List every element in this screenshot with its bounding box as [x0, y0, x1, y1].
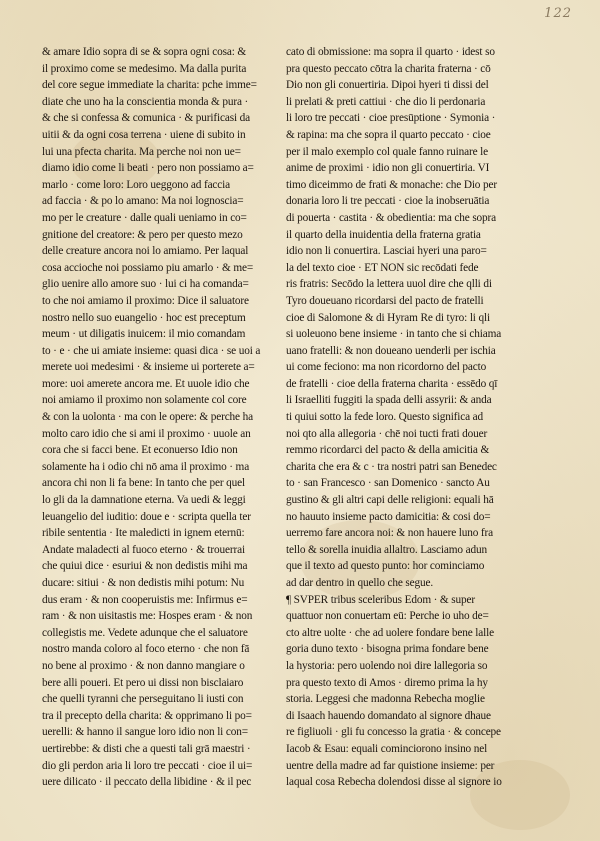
text-line: re figliuoli · gli fu concesso la gratia · & concepe: [286, 726, 501, 739]
text-line: noi amiamo il proximo non solamente col core: [42, 394, 247, 407]
text-line: que il texto ad questo punto: hor cominciamo: [286, 560, 485, 573]
folio-number: 122: [544, 6, 572, 21]
text-line: donaria loro li tre peccati · cioe la inobseruātia: [286, 195, 490, 208]
text-line: laqual cosa Rebecha dolendosi disse al signore io: [286, 776, 502, 789]
text-line: ad dar dentro in quello che segue.: [286, 577, 434, 589]
text-line: meum · ut diligatis inuicem: il mio comandam: [42, 328, 246, 341]
text-line: de fratelli · cioe della fraterna charita · essēdo qī: [286, 377, 498, 390]
text-line: storia. Leggesi che madonna Rebecha moglie: [286, 693, 485, 706]
text-line: ducare: sitiui · & non dedistis mihi potum: Nu: [42, 577, 245, 589]
text-line: il proximo come se medesimo. Ma dalla purita: [42, 62, 247, 75]
text-line: diamo idio come li beati · pero non possiamo a=: [42, 162, 254, 175]
text-line: anime de proximi · idio non gli conuertiria. VI: [286, 162, 490, 175]
text-line: marlo · come loro: Loro ueggono ad faccia: [42, 178, 231, 191]
text-line: lo gli da la damnatione eterna. Va uedi & leggi: [42, 494, 246, 507]
text-line: cioe di Salomone & di Hyram Re di tyro: li qli: [286, 311, 490, 324]
text-line: pra questo peccato cōtra la charita fraterna · cō: [286, 62, 491, 75]
text-line: il quarto della inuidentia della fraterna gratia: [286, 228, 481, 241]
text-line: di pouerta · castita · & obedientia: ma che sopra: [286, 211, 497, 224]
text-line: nostro manda coloro al foco eterno · che non fā: [42, 643, 250, 656]
text-line: la hystoria: pero uolendo noi dire lallegoria so: [286, 659, 488, 672]
text-line: Dio non gli conuertiria. Dipoi hyeri ti dissi del: [286, 79, 489, 92]
text-line: no hauuto insieme pacto damicitia: & cosi do=: [286, 510, 491, 523]
text-line: cato di obmissione: ma sopra il quarto · idest so: [286, 46, 495, 58]
text-line: charita che era & c · tra nostri patri san Benedec: [286, 460, 497, 473]
text-line: solamente ha i odio chi nō ama il proximo · ma: [42, 460, 250, 473]
text-line: uerremo fare ancora noi: & non hauere luno fra: [286, 527, 494, 540]
text-line: tello & sorella inuidia allaltro. Lasciamo adun: [286, 543, 487, 556]
text-line: ancora chi non li fa bene: In tanto che per quel: [42, 477, 245, 490]
text-line: ad faccia · & po lo amano: Ma noi lognoscia=: [42, 195, 244, 208]
text-line: per il malo exemplo col quale fanno ruinare le: [286, 145, 489, 158]
text-line: to che noi amiamo il proximo: Dice il saluatore: [42, 294, 249, 307]
text-line: idio non li conuertira. Lasciai hyeri una paro=: [286, 245, 487, 258]
text-line: merete uoi medesimi · & insieme ui porterete a=: [42, 361, 255, 374]
text-line: uere dilicato · il peccato della libidine · & il pec: [42, 776, 252, 789]
text-line: cosa accioche noi possiamo piu amarlo · & me=: [42, 261, 254, 274]
text-line: more: uoi amerete ancora me. Et uuole idio che: [42, 377, 250, 390]
text-line: glio uenire allo amore suo · lui ci ha comanda=: [42, 278, 249, 291]
text-line: uentre della madre ad far quistione insieme: per: [286, 759, 495, 772]
text-line: ris fratris: Secōdo la lettera uuol dire che qlli di: [286, 278, 492, 291]
text-line: che quiui dice · esuriui & non dedistis mihi ma: [42, 560, 248, 573]
text-line: pra questo texto di Amos · diremo prima la hy: [286, 676, 488, 689]
text-line: cto altre uolte · che ad uolere fondare bene lalle: [286, 626, 494, 639]
text-line: uitii & da ogni cosa terrena · uiene di subito in: [42, 128, 246, 141]
text-line: ¶ SVPER tribus sceleribus Edom · & super: [286, 593, 475, 606]
text-line: ui come feciono: ma non ricordorno del pacto: [286, 361, 487, 374]
text-line: che quelli tyranni che perseguitano li iusti con: [42, 693, 244, 706]
text-line: li prelati & preti cattiui · che dio li perdonaria: [286, 95, 486, 108]
text-line: diate che uno ha la conscientia monda & pura ·: [42, 95, 249, 108]
text-line: ribile sententia · Ite maledicti in ignem eternū:: [42, 527, 245, 540]
text-line: del core segue immediate la charita: pche imme=: [42, 79, 257, 92]
text-line: mo per le creature · dalle quali ueniamo in co=: [42, 211, 247, 224]
text-line: nostro nello suo euangelio · hoc est preceptum: [42, 311, 246, 324]
text-line: delle creature ancora noi lo amiamo. Per laqual: [42, 245, 249, 258]
text-line: Tyro doueuano ricordarsi del pacto de fratelli: [286, 294, 484, 307]
text-line: leuangelio del iuditio: doue e · scripta quella ter: [42, 510, 251, 523]
text-line: la del texto cioe · ET NON sic recōdati fede: [286, 261, 479, 274]
text-line: to · e · che ui amiate insieme: quasi dica · se uoi a: [42, 344, 261, 357]
text-line: cora che si facci bene. Et econuerso Idio non: [42, 444, 238, 457]
text-line: dus eram · & non cooperuistis me: Infirmus e=: [42, 593, 248, 606]
text-line: si uoleuono bene insieme · in tanto che si chiama: [286, 328, 502, 341]
text-line: tra il precepto della charita: & opprimano li po=: [42, 709, 252, 722]
text-line: ti quiui sotto la fede loro. Questo significa ad: [286, 411, 484, 424]
text-line: & amare Idio sopra di se & sopra ogni cosa: &: [42, 46, 247, 58]
text-line: & che si confessa & comunica · & purificasi da: [42, 112, 250, 125]
text-line: uertirebbe: & disti che a questi tali grā maestri ·: [42, 742, 251, 755]
text-line: di Isaach hauendo domandato al signore dhaue: [286, 709, 491, 722]
text-line: Iacob & Esau: equali cominciorono insino nel: [286, 742, 488, 755]
text-line: uerelli: & hanno il sangue loro idio non li con=: [42, 726, 248, 739]
text-line: gnitione del creatore: & pero per questo mezo: [42, 228, 243, 241]
right-text-column: [286, 44, 528, 791]
text-line: timo diceimmo de frati & monache: che Dio per: [286, 178, 497, 191]
text-line: goria duno texto · bisogna prima fondare bene: [286, 643, 489, 656]
left-text-column: [42, 44, 284, 791]
text-line: remmo ricordarci del pacto & della amicitia &: [286, 444, 490, 457]
text-line: molto caro idio che si ami il proximo · uuole an: [42, 427, 251, 440]
text-line: quattuor non conuertam eū: Perche io uho de=: [286, 610, 489, 623]
text-line: lui una pfecta charita. Ma perche noi non ue=: [42, 145, 241, 158]
text-line: li Israelliti fuggiti la spada delli assyrii: & anda: [286, 394, 492, 407]
text-line: & rapina: ma che sopra il quarto peccato · cioe: [286, 128, 491, 141]
text-line: no bene al proximo · & non danno mangiare o: [42, 659, 245, 672]
text-line: to · san Francesco · san Domenico · sancto Au: [286, 477, 490, 490]
text-line: noi qto alla allegoria · chē noi tucti frati douer: [286, 427, 488, 440]
text-line: li loro tre peccati · cioe presūptione · Symonia ·: [286, 112, 496, 125]
text-line: dio gli perdon aria li loro tre peccati · cioe il ui=: [42, 759, 253, 772]
text-line: collegistis me. Vedete adunque che el saluatore: [42, 626, 248, 639]
text-line: uano fratelli: & non doueano uenderli per ischia: [286, 344, 496, 357]
text-line: ram · & non uisitastis me: Hospes eram · & non: [42, 610, 253, 623]
text-line: bere alli poueri. Et pero ui dissi non bisclaiaro: [42, 676, 244, 689]
text-line: & con la uolonta · ma con le opere: & perche ha: [42, 411, 253, 424]
text-line: Andate maladecti al fuoco eterno · & trouerrai: [42, 543, 245, 556]
text-line: gustino & gli altri capi delle religioni: equali hā: [286, 494, 494, 507]
